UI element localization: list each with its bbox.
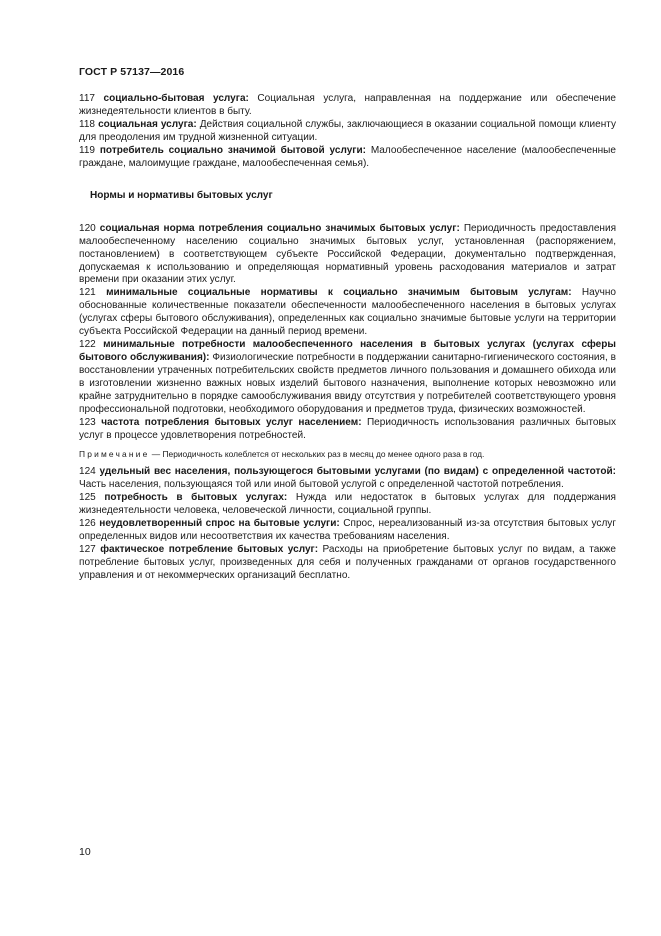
- entry-term: потребитель социально значимой бытовой услуги:: [99, 144, 367, 156]
- term-entry-117: [79, 93, 616, 119]
- entry-number: 119: [79, 144, 96, 156]
- note-label: Примечание: [79, 448, 150, 459]
- entry-number: 123: [79, 416, 96, 428]
- document-body: [79, 93, 616, 582]
- entry-term: минимальные потребности малообеспеченного населения в бытовых услугах (услугах сферы бытового обслуживания):: [79, 339, 616, 364]
- entry-term: социальная норма потребления социально значимых бытовых услуг:: [99, 222, 460, 234]
- term-entry-126: [79, 518, 616, 544]
- entry-term: социально-бытовая услуга:: [103, 93, 249, 104]
- entries-group-a: [79, 93, 616, 171]
- entry-definition: Спрос, нереализованный из-за отсутствия бытовых услуг определенных видов или несоответствия их качества требованиям населения.: [79, 517, 616, 542]
- entry-definition: Расходы на приобретение бытовых услуг по видам, а также потребление бытовых услуг, произведенных для себя и полученных гражданами от органов государственного управления и от некоммерческих организаций бесплатно.: [79, 543, 616, 581]
- term-entry-122: [79, 339, 616, 417]
- entry-term: удельный вес населения, пользующегося бытовыми услугами (по видам) с определенной частотой:: [99, 465, 617, 477]
- entry-definition: Периодичность предоставления малообеспеченному населению социально значимых бытовых услуг, установленная (распоряжением, постановлением) в соответствующем субъекте Российской Федерации, документально подтвержденная, допускаемая к использованию и определяющая нормативный уровень расходования материалов и затрат времени при оказании этих услуг.: [79, 222, 617, 286]
- term-entry-119: [79, 145, 616, 171]
- term-entry-118: [79, 119, 616, 145]
- entry-definition: Действия социальной службы, заключающиеся в оказании социальной помощи клиенту для преодоления им трудной жизненной ситуации.: [79, 118, 617, 143]
- entries-group-b: [79, 223, 616, 443]
- entry-number: 126: [79, 517, 96, 529]
- section-heading: Нормы и нормативы бытовых услуг: [90, 189, 273, 201]
- entry-number: 124: [79, 465, 96, 477]
- term-entry-127: [79, 544, 616, 583]
- entries-group-c: [79, 466, 616, 583]
- entry-number: 125: [79, 491, 96, 503]
- entry-number: 121: [79, 287, 96, 299]
- page-number: 10: [79, 846, 91, 858]
- term-entry-120: [79, 223, 616, 288]
- term-entry-123: [79, 417, 616, 443]
- term-entry-121: [79, 287, 616, 339]
- entry-definition: Часть населения, пользующаяся той или иной бытовой услугой с определенной частотой потребления.: [79, 478, 564, 490]
- entry-term: фактическое потребление бытовых услуг:: [100, 543, 319, 555]
- note-text: — Периодичность колеблется от нескольких раз в месяц до менее одного раза в год.: [149, 448, 485, 459]
- entry-term: минимальные социальные нормативы к социально значимым бытовым услугам:: [106, 287, 572, 299]
- entry-definition: Периодичность использования различных бытовых услуг в процессе удовлетворения потребностей.: [79, 416, 616, 441]
- entry-definition: Физиологические потребности в поддержании санитарно-гигиенического состояния, в восстановлении утраченных потребительских свойств предметов личного пользования и домашнего обихода или в изготовлении жизненно важных новых изделий бытового назначения, выполнение которых невозможно или крайне затруднительно в порядке самообслуживания ввиду отсутствия у потребителей соответствующего уровня профессиональной подготовки, необходимого оборудования и предметов труда, физических возможностей.: [79, 352, 616, 416]
- entry-term: потребность в бытовых услугах:: [104, 491, 288, 503]
- entry-number: 117: [79, 93, 96, 104]
- entry-number: 118: [79, 118, 96, 130]
- entry-term: неудовлетворенный спрос на бытовые услуги:: [99, 517, 340, 529]
- term-entry-124: [79, 466, 616, 492]
- entry-definition: Научно обоснованные количественные показатели обеспеченности малообеспеченного населения в бытовых услугах (услугах сферы бытового обслуживания), определенных как социально значимые бытовые услуги на территории субъекта Российской Федерации на данный период времени.: [79, 287, 616, 338]
- term-entry-125: [79, 492, 616, 518]
- entry-definition: Малообеспеченное население (малообеспеченные граждане, малоимущие граждане, малообеспеченная семья).: [79, 144, 616, 169]
- entry-number: 127: [79, 543, 96, 555]
- note: [79, 449, 616, 460]
- entry-number: 120: [79, 222, 96, 234]
- entry-number: 122: [79, 339, 96, 351]
- entry-definition: Социальная услуга, направленная на поддержание или обеспечение жизнедеятельности клиентов в быту.: [79, 93, 616, 117]
- document-header: ГОСТ Р 57137—2016: [79, 66, 185, 78]
- entry-term: социальная услуга:: [98, 118, 197, 130]
- entry-definition: Нужда или недостаток в бытовых услугах для поддержания жизнедеятельности человека, человеческой личности, социальной группы.: [79, 491, 616, 516]
- entry-term: частота потребления бытовых услуг населением:: [101, 416, 362, 428]
